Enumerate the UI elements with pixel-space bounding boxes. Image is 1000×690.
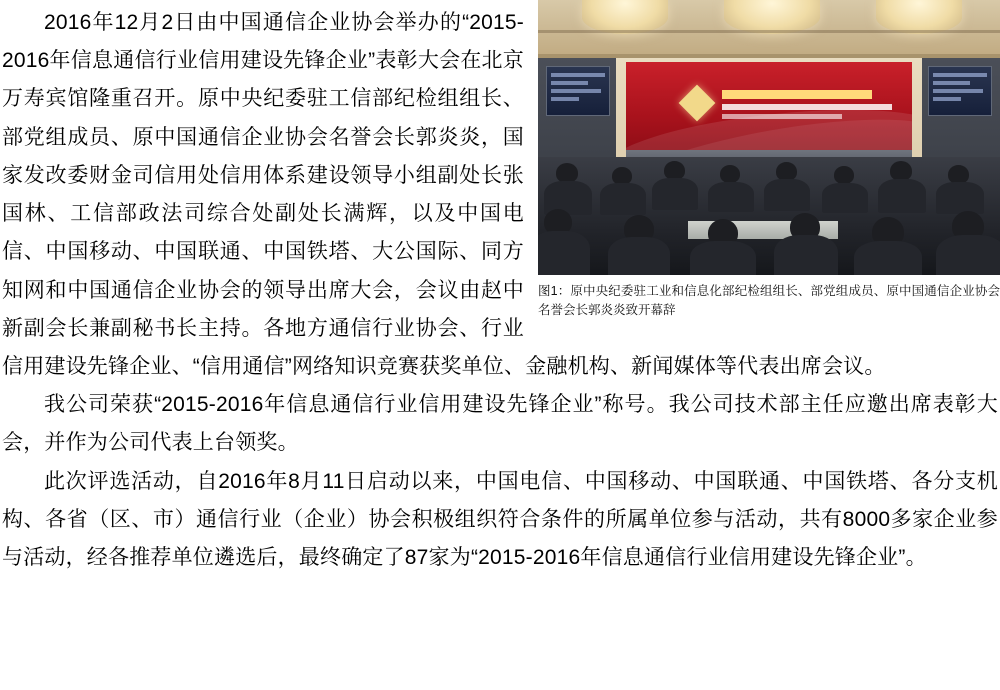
audience-body: [690, 241, 756, 275]
screen-text-line: [933, 89, 983, 93]
screen-text-line: [551, 97, 579, 101]
side-display-screen-right: [928, 66, 992, 116]
audience-body: [708, 182, 754, 212]
figure-caption: 图1：原中央纪委驻工业和信息化部纪检组组长、部党组成员、原中国通信企业协会名誉会长郭炎炎致开幕辞: [538, 284, 1000, 318]
screen-text-line: [933, 81, 970, 85]
screen-text-line: [551, 73, 605, 77]
photo-ceiling: [538, 0, 1000, 62]
audience-body: [608, 237, 670, 275]
audience-body: [936, 182, 984, 214]
audience-body: [774, 235, 838, 275]
audience-body: [822, 183, 868, 213]
banner-subtitle-bar: [722, 114, 842, 119]
audience-body: [600, 183, 646, 215]
conference-photo: [538, 0, 1000, 275]
audience-head: [720, 165, 740, 183]
audience-head: [556, 163, 578, 183]
screen-text-line: [933, 97, 961, 101]
ceiling-lamp-icon: [582, 0, 668, 34]
audience-body: [538, 231, 590, 275]
stage-banner: [626, 62, 912, 154]
photo-audience: [538, 157, 1000, 275]
screen-text-line: [933, 73, 987, 77]
banner-title-bar: [722, 90, 872, 99]
banner-emblem-icon: [679, 85, 716, 122]
audience-body: [764, 179, 810, 211]
audience-head: [834, 166, 854, 184]
paragraph-1: 2016年12月2日由中国通信企业协会举办的“2015-2016年信息通信行业信用建设先锋企业”表彰大会在北京万寿宾馆隆重召开。原中央纪委驻工信部纪检组组长、部党组成员、原中国通信企业协会名誉会长郭炎炎，国家发改委财金司信用处信用体系建设领导小组副处长张国林、工信部政法司综合处副处长满辉，以及中国电信、中国移动、中国联通、中国铁塔、大公国际、同方知网和中国通信企业协会的领导出席大会，会议由赵中新副会长兼副秘书长主持。各地方通信行业协会、行业信用建设先锋企业、“信用通信”网络知识竞赛获奖单位、金融机构、新闻媒体等代表出席会议。: [2, 11, 886, 378]
banner-subtitle-bar: [722, 104, 892, 110]
audience-body: [936, 235, 1000, 275]
screen-text-line: [551, 89, 601, 93]
figure-block: [538, 0, 1000, 321]
audience-head: [890, 161, 912, 181]
screen-text-line: [551, 81, 588, 85]
ceiling-lamp-icon: [876, 0, 962, 34]
audience-body: [878, 179, 926, 213]
side-display-screen-left: [546, 66, 610, 116]
ceiling-beam: [538, 30, 1000, 33]
paragraph-2: 我公司荣获“2015-2016年信息通信行业信用建设先锋企业”称号。我公司技术部主任应邀出席表彰大会，并作为公司代表上台领奖。: [2, 393, 998, 455]
audience-body: [652, 178, 698, 210]
paragraph-3: 此次评选活动，自2016年8月11日启动以来，中国电信、中国移动、中国联通、中国铁塔、各分支机构、各省（区、市）通信行业（企业）协会积极组织符合条件的所属单位参与活动，共有8000多家企业参与活动，经各推荐单位遴选后，最终确定了87家为“2015-2016年信息通信行业信用建设先锋企业”。: [2, 469, 998, 570]
ceiling-lamp-icon: [724, 0, 820, 34]
audience-body: [854, 241, 922, 275]
